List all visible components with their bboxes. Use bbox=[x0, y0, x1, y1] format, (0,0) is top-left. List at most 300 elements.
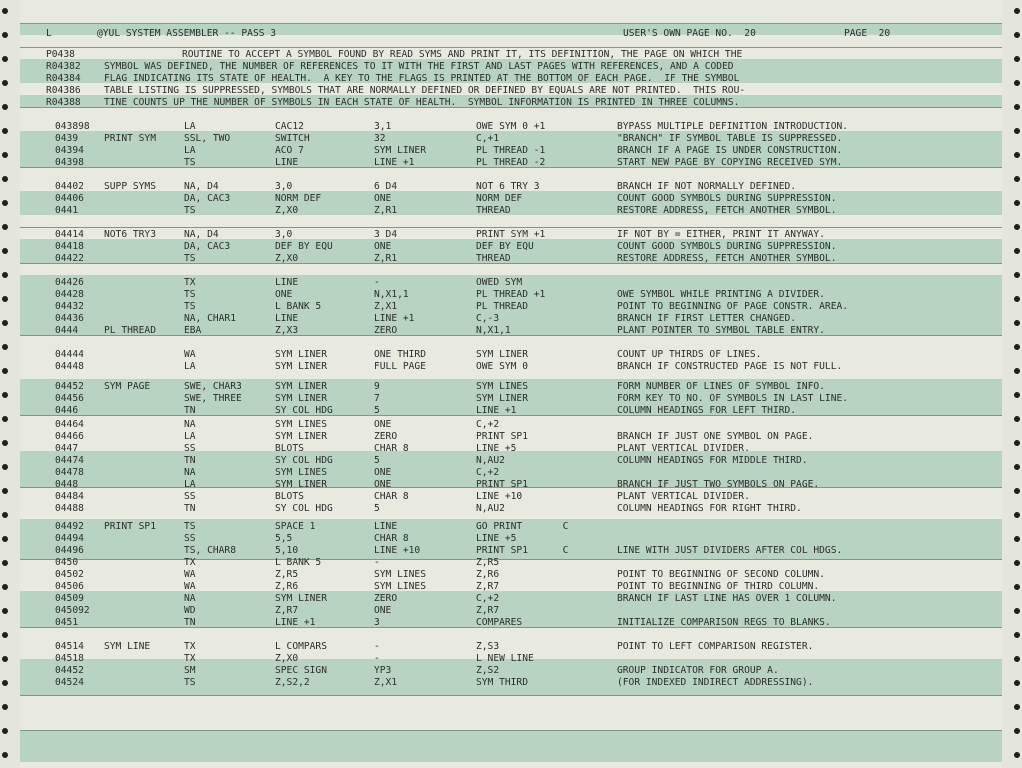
rule bbox=[20, 559, 1002, 560]
comment-text: PLANT POINTER TO SYMBOL TABLE ENTRY. bbox=[617, 325, 825, 336]
operation-code: TS bbox=[184, 301, 196, 312]
second-operand-field: Z,S2 bbox=[476, 665, 500, 676]
operand-field: 5 bbox=[374, 455, 380, 466]
location-code: P0438 bbox=[46, 49, 75, 60]
second-operand-field: THREAD bbox=[476, 253, 511, 264]
location-code: 04456 bbox=[55, 393, 84, 404]
feed-hole bbox=[1014, 536, 1020, 542]
feed-hole bbox=[1014, 608, 1020, 614]
address-field: 3,0 bbox=[275, 181, 293, 192]
location-code: 04428 bbox=[55, 289, 84, 300]
address-field: DEF BY EQU bbox=[275, 241, 333, 252]
operand-field: N,X1,1 bbox=[374, 289, 409, 300]
feed-hole bbox=[1014, 512, 1020, 518]
operand-field: LINE +10 bbox=[374, 545, 421, 556]
second-operand-field: OWE SYM 0 bbox=[476, 361, 528, 372]
second-operand-field: NOT 6 TRY 3 bbox=[476, 181, 540, 192]
feed-hole bbox=[1014, 440, 1020, 446]
location-code: 04466 bbox=[55, 431, 84, 442]
operand-field: Z,R1 bbox=[374, 253, 398, 264]
operand-field: 6 D4 bbox=[374, 181, 398, 192]
feed-hole bbox=[1014, 272, 1020, 278]
location-code: 043898 bbox=[55, 121, 90, 132]
feed-hole bbox=[2, 368, 8, 374]
feed-hole bbox=[2, 200, 8, 206]
operation-code: TX bbox=[184, 653, 196, 664]
operation-code: TX bbox=[184, 277, 196, 288]
second-operand-field: LINE +5 bbox=[476, 443, 517, 454]
location-code: 04452 bbox=[55, 381, 84, 392]
address-field: Z,R5 bbox=[275, 569, 299, 580]
feed-hole bbox=[1014, 560, 1020, 566]
feed-hole bbox=[2, 704, 8, 710]
feed-hole bbox=[1014, 128, 1020, 134]
operation-code: SM bbox=[184, 665, 196, 676]
feed-hole bbox=[1014, 752, 1020, 758]
operand-field: Z,X1 bbox=[374, 677, 398, 688]
comment-text: GROUP INDICATOR FOR GROUP A. bbox=[617, 665, 779, 676]
second-operand-field: N,AU2 bbox=[476, 503, 505, 514]
address-field: LINE bbox=[275, 277, 299, 288]
comment-text: START NEW PAGE BY COPYING RECEIVED SYM. bbox=[617, 157, 843, 168]
feed-hole bbox=[2, 416, 8, 422]
feed-hole bbox=[1014, 488, 1020, 494]
feed-hole bbox=[2, 152, 8, 158]
feed-hole bbox=[1014, 32, 1020, 38]
symbol-label: SYM PAGE bbox=[104, 381, 151, 392]
address-field: L COMPARS bbox=[275, 641, 327, 652]
comment-text: BYPASS MULTIPLE DEFINITION INTRODUCTION. bbox=[617, 121, 849, 132]
operation-code: LA bbox=[184, 431, 196, 442]
location-code: 0439 bbox=[55, 133, 79, 144]
location-code: 0451 bbox=[55, 617, 79, 628]
header-title: @YUL SYSTEM ASSEMBLER -- PASS 3 bbox=[97, 28, 277, 39]
operation-code: EBA bbox=[184, 325, 202, 336]
address-field: SYM LINES bbox=[275, 467, 327, 478]
operand-field: - bbox=[374, 653, 380, 664]
location-code: 0450 bbox=[55, 557, 79, 568]
comment-text: COUNT GOOD SYMBOLS DURING SUPPRESSION. bbox=[617, 241, 837, 252]
feed-hole bbox=[1014, 176, 1020, 182]
symbol-label: PL THREAD bbox=[104, 325, 156, 336]
location-code: 0444 bbox=[55, 325, 79, 336]
location-code: 04426 bbox=[55, 277, 84, 288]
location-code: R04382 bbox=[46, 61, 81, 72]
comment-text: BRANCH IF NOT NORMALLY DEFINED. bbox=[617, 181, 797, 192]
feed-hole bbox=[1014, 704, 1020, 710]
location-code: 04514 bbox=[55, 641, 84, 652]
location-code: 04506 bbox=[55, 581, 84, 592]
second-operand-field: PRINT SP1 bbox=[476, 479, 528, 490]
location-code: 04394 bbox=[55, 145, 84, 156]
operation-code: NA bbox=[184, 419, 196, 430]
operand-field: FULL PAGE bbox=[374, 361, 426, 372]
location-code: 0447 bbox=[55, 443, 79, 454]
second-operand-field: PRINT SP1 C bbox=[476, 545, 569, 556]
comment-text: COLUMN HEADINGS FOR RIGHT THIRD. bbox=[617, 503, 802, 514]
second-operand-field: Z,R6 bbox=[476, 569, 500, 580]
operation-code: NA, D4 bbox=[184, 181, 219, 192]
second-operand-field: Z,R5 bbox=[476, 557, 500, 568]
intro-text: ROUTINE TO ACCEPT A SYMBOL FOUND BY READ SYMS AND PRINT IT, ITS DEFINITION, THE PAGE ON WHICH THE bbox=[182, 49, 743, 60]
feed-hole bbox=[1014, 728, 1020, 734]
operand-field: SYM LINER bbox=[374, 145, 426, 156]
address-field: SYM LINER bbox=[275, 479, 327, 490]
operand-field: LINE bbox=[374, 521, 398, 532]
address-field: LINE bbox=[275, 157, 299, 168]
comment-text: IF NOT BY = EITHER, PRINT IT ANYWAY. bbox=[617, 229, 825, 240]
address-field: 5,5 bbox=[275, 533, 293, 544]
address-field: SWITCH bbox=[275, 133, 310, 144]
operation-code: LA bbox=[184, 361, 196, 372]
comment-text: INITIALIZE COMPARISON REGS TO BLANKS. bbox=[617, 617, 831, 628]
address-field: LINE +1 bbox=[275, 617, 316, 628]
operation-code: TN bbox=[184, 455, 196, 466]
comment-text: (FOR INDEXED INDIRECT ADDRESSING). bbox=[617, 677, 814, 688]
feed-hole bbox=[2, 632, 8, 638]
address-field: SYM LINER bbox=[275, 593, 327, 604]
comment-text: BRANCH IF LAST LINE HAS OVER 1 COLUMN. bbox=[617, 593, 837, 604]
comment-text: RESTORE ADDRESS, FETCH ANOTHER SYMBOL. bbox=[617, 205, 837, 216]
second-operand-field: SYM LINER bbox=[476, 349, 528, 360]
second-operand-field: C,+2 bbox=[476, 593, 500, 604]
intro-text: TINE COUNTS UP THE NUMBER OF SYMBOLS IN EACH STATE OF HEALTH. SYMBOL INFORMATION IS PRINTED IN THREE COLUMNS. bbox=[104, 97, 740, 108]
operand-field: ZERO bbox=[374, 593, 398, 604]
location-code: 04398 bbox=[55, 157, 84, 168]
feed-hole bbox=[2, 128, 8, 134]
address-field: SY COL HDG bbox=[275, 455, 333, 466]
operand-field: LINE +1 bbox=[374, 313, 415, 324]
address-field: SYM LINER bbox=[275, 393, 327, 404]
comment-text: POINT TO LEFT COMPARISON REGISTER. bbox=[617, 641, 814, 652]
operation-code: DA, CAC3 bbox=[184, 193, 231, 204]
feed-hole bbox=[2, 272, 8, 278]
operation-code: TN bbox=[184, 617, 196, 628]
operand-field: ZERO bbox=[374, 325, 398, 336]
operand-field: SYM LINES bbox=[374, 569, 426, 580]
address-field: ONE bbox=[275, 289, 293, 300]
feed-hole bbox=[1014, 344, 1020, 350]
second-operand-field: Z,R7 bbox=[476, 581, 500, 592]
location-code: 04448 bbox=[55, 361, 84, 372]
operation-code: SS bbox=[184, 491, 196, 502]
location-code: 04509 bbox=[55, 593, 84, 604]
operation-code: NA bbox=[184, 593, 196, 604]
intro-text: SYMBOL WAS DEFINED, THE NUMBER OF REFERENCES TO IT WITH THE FIRST AND LAST PAGES WITH REFERENCES, AND A CODED bbox=[104, 61, 734, 72]
feed-hole bbox=[2, 584, 8, 590]
operation-code: TS bbox=[184, 677, 196, 688]
feed-hole bbox=[1014, 248, 1020, 254]
comment-text: BRANCH IF JUST ONE SYMBOL ON PAGE. bbox=[617, 431, 814, 442]
address-field: BLOTS bbox=[275, 443, 304, 454]
feed-hole bbox=[2, 56, 8, 62]
feed-hole bbox=[2, 344, 8, 350]
address-field: LINE bbox=[275, 313, 299, 324]
second-operand-field: NORM DEF bbox=[476, 193, 523, 204]
rule bbox=[20, 695, 1002, 696]
address-field: Z,X0 bbox=[275, 205, 299, 216]
operation-code: WD bbox=[184, 605, 196, 616]
location-code: 04418 bbox=[55, 241, 84, 252]
rule bbox=[20, 730, 1002, 731]
address-field: Z,R6 bbox=[275, 581, 299, 592]
feed-hole bbox=[2, 464, 8, 470]
location-code: 04502 bbox=[55, 569, 84, 580]
feed-hole bbox=[2, 488, 8, 494]
operation-code: TN bbox=[184, 405, 196, 416]
address-field: Z,X0 bbox=[275, 653, 299, 664]
second-operand-field: SYM LINES bbox=[476, 381, 528, 392]
operand-field: CHAR 8 bbox=[374, 533, 409, 544]
operand-field: SYM LINES bbox=[374, 581, 426, 592]
operation-code: TN bbox=[184, 503, 196, 514]
address-field: BLOTS bbox=[275, 491, 304, 502]
feed-hole bbox=[1014, 392, 1020, 398]
feed-hole bbox=[2, 512, 8, 518]
comment-text: LINE WITH JUST DIVIDERS AFTER COL HDGS. bbox=[617, 545, 843, 556]
operand-field: ONE bbox=[374, 241, 392, 252]
second-operand-field: PRINT SP1 bbox=[476, 431, 528, 442]
operand-field: 3 D4 bbox=[374, 229, 398, 240]
operation-code: NA, D4 bbox=[184, 229, 219, 240]
operation-code: WA bbox=[184, 569, 196, 580]
operand-field: Z,R1 bbox=[374, 205, 398, 216]
feed-hole bbox=[2, 392, 8, 398]
address-field: SYM LINES bbox=[275, 419, 327, 430]
rule bbox=[20, 263, 1002, 264]
second-operand-field: PL THREAD -2 bbox=[476, 157, 546, 168]
operation-code: TS bbox=[184, 157, 196, 168]
feed-hole bbox=[1014, 200, 1020, 206]
symbol-label: NOT6 TRY3 bbox=[104, 229, 156, 240]
second-operand-field: PL THREAD +1 bbox=[476, 289, 546, 300]
location-code: R04386 bbox=[46, 85, 81, 96]
location-code: 0446 bbox=[55, 405, 79, 416]
feed-hole bbox=[2, 680, 8, 686]
operand-field: 3,1 bbox=[374, 121, 392, 132]
address-field: 3,0 bbox=[275, 229, 293, 240]
comment-text: COLUMN HEADINGS FOR MIDDLE THIRD. bbox=[617, 455, 808, 466]
address-field: SPEC SIGN bbox=[275, 665, 327, 676]
operand-field: ONE bbox=[374, 605, 392, 616]
operation-code: DA, CAC3 bbox=[184, 241, 231, 252]
operand-field: CHAR 8 bbox=[374, 443, 409, 454]
feed-hole bbox=[2, 104, 8, 110]
operation-code: SWE, CHAR3 bbox=[184, 381, 242, 392]
feed-hole bbox=[1014, 368, 1020, 374]
address-field: SYM LINER bbox=[275, 431, 327, 442]
second-operand-field: LINE +1 bbox=[476, 405, 517, 416]
feed-hole bbox=[2, 440, 8, 446]
operand-field: 5 bbox=[374, 405, 380, 416]
location-code: 04406 bbox=[55, 193, 84, 204]
location-code: 045092 bbox=[55, 605, 90, 616]
comment-text: COUNT UP THIRDS OF LINES. bbox=[617, 349, 762, 360]
intro-text: FLAG INDICATING ITS STATE OF HEALTH. A KEY TO THE FLAGS IS PRINTED AT THE BOTTOM OF EACH PAGE. IF THE SYMBOL bbox=[104, 73, 740, 84]
location-code: 04478 bbox=[55, 467, 84, 478]
second-operand-field: C,-3 bbox=[476, 313, 500, 324]
operand-field: CHAR 8 bbox=[374, 491, 409, 502]
operation-code: WA bbox=[184, 581, 196, 592]
second-operand-field: LINE +5 bbox=[476, 533, 517, 544]
second-operand-field: L NEW LINE bbox=[476, 653, 534, 664]
feed-hole bbox=[2, 296, 8, 302]
location-code: 04524 bbox=[55, 677, 84, 688]
comment-text: COLUMN HEADINGS FOR LEFT THIRD. bbox=[617, 405, 797, 416]
location-code: 04484 bbox=[55, 491, 84, 502]
location-code: 04402 bbox=[55, 181, 84, 192]
feed-hole bbox=[2, 176, 8, 182]
comment-text: RESTORE ADDRESS, FETCH ANOTHER SYMBOL. bbox=[617, 253, 837, 264]
address-field: SY COL HDG bbox=[275, 503, 333, 514]
operand-field: ZERO bbox=[374, 431, 398, 442]
location-code: 04422 bbox=[55, 253, 84, 264]
second-operand-field: GO PRINT C bbox=[476, 521, 569, 532]
address-field: 5,10 bbox=[275, 545, 299, 556]
address-field: SYM LINER bbox=[275, 361, 327, 372]
symbol-label: PRINT SYM bbox=[104, 133, 156, 144]
address-field: SY COL HDG bbox=[275, 405, 333, 416]
feed-hole bbox=[1014, 632, 1020, 638]
location-code: 04518 bbox=[55, 653, 84, 664]
feed-hole bbox=[1014, 416, 1020, 422]
green-bar bbox=[20, 730, 1002, 762]
comment-text: PLANT VERTICAL DIVIDER. bbox=[617, 491, 750, 502]
second-operand-field: SYM THIRD bbox=[476, 677, 528, 688]
feed-hole bbox=[1014, 152, 1020, 158]
feed-hole bbox=[1014, 320, 1020, 326]
feed-hole bbox=[2, 32, 8, 38]
operand-field: ONE bbox=[374, 467, 392, 478]
comment-text: FORM NUMBER OF LINES OF SYMBOL INFO. bbox=[617, 381, 825, 392]
operation-code: NA, CHAR1 bbox=[184, 313, 236, 324]
address-field: ACO 7 bbox=[275, 145, 304, 156]
header-margin-letter: L bbox=[46, 28, 52, 39]
second-operand-field: OWE SYM 0 +1 bbox=[476, 121, 546, 132]
comment-text: BRANCH IF JUST TWO SYMBOLS ON PAGE. bbox=[617, 479, 820, 490]
comment-text: "BRANCH" IF SYMBOL TABLE IS SUPPRESSED. bbox=[617, 133, 843, 144]
second-operand-field: C,+1 bbox=[476, 133, 500, 144]
address-field: SYM LINER bbox=[275, 349, 327, 360]
address-field: Z,X0 bbox=[275, 253, 299, 264]
operand-field: - bbox=[374, 557, 380, 568]
second-operand-field: LINE +10 bbox=[476, 491, 523, 502]
address-field: NORM DEF bbox=[275, 193, 322, 204]
second-operand-field: N,X1,1 bbox=[476, 325, 511, 336]
operand-field: 9 bbox=[374, 381, 380, 392]
operand-field: YP3 bbox=[374, 665, 392, 676]
operation-code: SS bbox=[184, 533, 196, 544]
second-operand-field: THREAD bbox=[476, 205, 511, 216]
operation-code: TS, CHAR8 bbox=[184, 545, 236, 556]
second-operand-field: C,+2 bbox=[476, 467, 500, 478]
second-operand-field: Z,R7 bbox=[476, 605, 500, 616]
feed-hole bbox=[1014, 104, 1020, 110]
second-operand-field: OWED SYM bbox=[476, 277, 523, 288]
location-code: 04492 bbox=[55, 521, 84, 532]
second-operand-field: COMPARES bbox=[476, 617, 523, 628]
intro-text: TABLE LISTING IS SUPPRESSED, SYMBOLS THAT ARE NORMALLY DEFINED OR DEFINED BY EQUALS ARE NOT PRINTED. THIS ROU- bbox=[104, 85, 746, 96]
feed-hole bbox=[2, 224, 8, 230]
address-field: L BANK 5 bbox=[275, 301, 322, 312]
address-field: CAC12 bbox=[275, 121, 304, 132]
location-code: 04474 bbox=[55, 455, 84, 466]
comment-text: POINT TO BEGINNING OF PAGE CONSTR. AREA. bbox=[617, 301, 849, 312]
location-code: 04436 bbox=[55, 313, 84, 324]
feed-hole bbox=[1014, 8, 1020, 14]
feed-hole bbox=[2, 752, 8, 758]
feed-hole bbox=[2, 728, 8, 734]
location-code: R04384 bbox=[46, 73, 81, 84]
operand-field: - bbox=[374, 641, 380, 652]
location-code: 04444 bbox=[55, 349, 84, 360]
location-code: 04464 bbox=[55, 419, 84, 430]
comment-text: BRANCH IF FIRST LETTER CHANGED. bbox=[617, 313, 797, 324]
second-operand-field: C,+2 bbox=[476, 419, 500, 430]
symbol-label: SYM LINE bbox=[104, 641, 151, 652]
comment-text: FORM KEY TO NO. OF SYMBOLS IN LAST LINE. bbox=[617, 393, 849, 404]
rule bbox=[20, 227, 1002, 228]
operand-field: - bbox=[374, 277, 380, 288]
header-user-page: USER'S OWN PAGE NO. 20 bbox=[623, 28, 756, 39]
location-code: 04414 bbox=[55, 229, 84, 240]
operation-code: LA bbox=[184, 145, 196, 156]
comment-text: BRANCH IF A PAGE IS UNDER CONSTRUCTION. bbox=[617, 145, 843, 156]
operation-code: SWE, THREE bbox=[184, 393, 242, 404]
operand-field: 5 bbox=[374, 503, 380, 514]
feed-hole bbox=[2, 80, 8, 86]
feed-hole bbox=[1014, 80, 1020, 86]
operand-field: ONE bbox=[374, 479, 392, 490]
operation-code: NA bbox=[184, 467, 196, 478]
rule bbox=[20, 335, 1002, 336]
feed-hole bbox=[2, 608, 8, 614]
feed-hole bbox=[1014, 296, 1020, 302]
feed-hole bbox=[2, 656, 8, 662]
location-code: 0448 bbox=[55, 479, 79, 490]
rule bbox=[20, 23, 1002, 24]
location-code: 0441 bbox=[55, 205, 79, 216]
comment-text: POINT TO BEGINNING OF SECOND COLUMN. bbox=[617, 569, 825, 580]
feed-hole bbox=[2, 320, 8, 326]
feed-hole bbox=[1014, 56, 1020, 62]
operation-code: TS bbox=[184, 253, 196, 264]
feed-hole bbox=[2, 248, 8, 254]
location-code: 04496 bbox=[55, 545, 84, 556]
operation-code: TS bbox=[184, 521, 196, 532]
operation-code: TX bbox=[184, 557, 196, 568]
operation-code: LA bbox=[184, 479, 196, 490]
location-code: 04432 bbox=[55, 301, 84, 312]
feed-hole bbox=[1014, 224, 1020, 230]
second-operand-field: PL THREAD -1 bbox=[476, 145, 546, 156]
header-page-number: PAGE 20 bbox=[844, 28, 891, 39]
address-field: SPACE 1 bbox=[275, 521, 316, 532]
feed-hole bbox=[1014, 680, 1020, 686]
location-code: 04488 bbox=[55, 503, 84, 514]
symbol-label: PRINT SP1 bbox=[104, 521, 156, 532]
operand-field: ONE bbox=[374, 419, 392, 430]
second-operand-field: Z,S3 bbox=[476, 641, 500, 652]
operation-code: TS bbox=[184, 289, 196, 300]
feed-hole bbox=[2, 8, 8, 14]
feed-hole bbox=[1014, 584, 1020, 590]
second-operand-field: PRINT SYM +1 bbox=[476, 229, 546, 240]
second-operand-field: PL THREAD bbox=[476, 301, 528, 312]
comment-text: OWE SYMBOL WHILE PRINTING A DIVIDER. bbox=[617, 289, 825, 300]
operation-code: WA bbox=[184, 349, 196, 360]
location-code: 04494 bbox=[55, 533, 84, 544]
